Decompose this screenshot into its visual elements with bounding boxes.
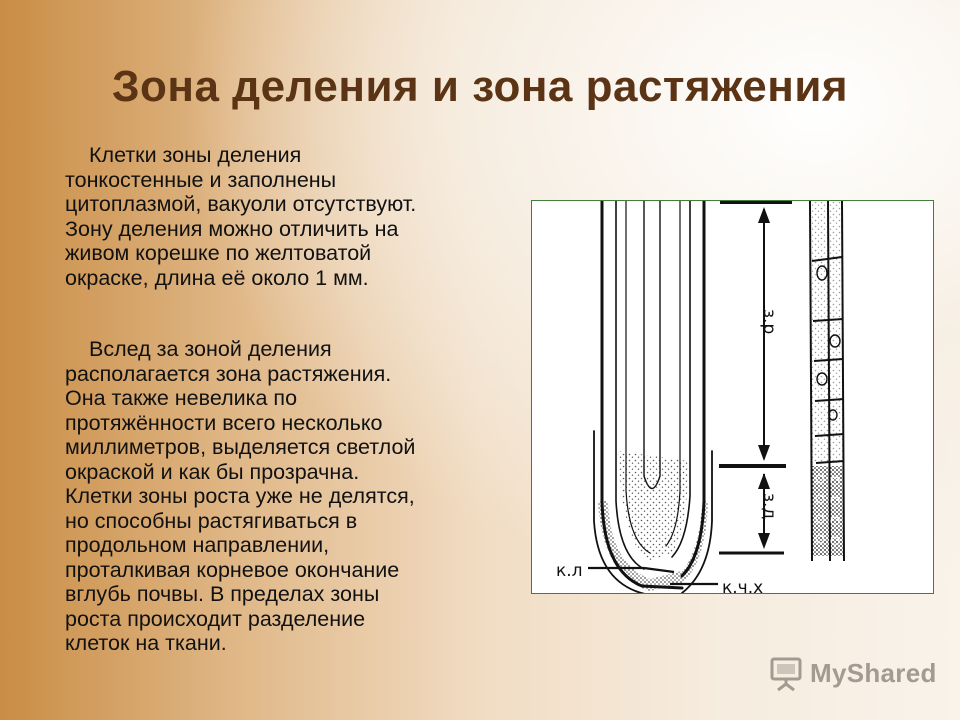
- text-line: Зону деления можно отличить на: [65, 216, 399, 241]
- cell-stipple: [812, 201, 843, 463]
- text-line: клеток на ткани.: [65, 631, 227, 655]
- text-line: продольном направлении,: [65, 533, 330, 557]
- text-line: но способны растягиваться в: [65, 508, 358, 533]
- text-line: миллиметров, выделяется светлой: [65, 435, 416, 459]
- slide-title: Зона деления и зона растяжения: [111, 62, 849, 111]
- text-line: Клетки зоны деления: [89, 143, 302, 167]
- text-line: окраской и как бы прозрачна.: [65, 459, 360, 484]
- text-line: вглубь почвы. В пределах зоны: [65, 582, 380, 606]
- arrow-down-icon: [758, 533, 770, 549]
- text-line: Вслед за зоной деления: [89, 337, 332, 361]
- paragraph-stretch-zone: [65, 337, 525, 656]
- text-line: роста происходит разделение: [65, 606, 366, 631]
- text-line: цитоплазмой, вакуоли отсутствуют.: [65, 192, 417, 216]
- text-line: располагается зона растяжения.: [65, 361, 392, 386]
- label-stretch-zone: з.р: [759, 309, 779, 335]
- watermark-text: MyShared: [810, 658, 937, 688]
- text-line: живом корешке по желтоватой: [65, 241, 372, 265]
- label-root-tip: к.ч.х: [722, 578, 764, 595]
- arrow-up-icon: [758, 473, 770, 489]
- watermark: [766, 654, 936, 694]
- root-diagram: [531, 200, 934, 594]
- text-line: протяжённости всего несколько: [65, 410, 383, 435]
- zone-markers: [719, 202, 792, 553]
- paragraph-division-zone: [65, 143, 525, 290]
- root-diagram-drawing: [532, 201, 934, 594]
- text-line: Клетки зоны роста уже не делятся,: [65, 484, 415, 508]
- label-division-zone: з.д: [759, 493, 779, 520]
- label-root-cap: к.л: [556, 561, 583, 581]
- text-line: Она также невелика по: [65, 386, 298, 410]
- text-line: проталкивая корневое окончание: [65, 557, 400, 582]
- arrow-down-icon: [758, 445, 770, 461]
- text-line: тонкостенные и заполнены: [65, 167, 337, 192]
- text-line: окраске, длина её около 1 мм.: [65, 265, 369, 290]
- presentation-board-icon: [766, 656, 806, 696]
- arrow-up-icon: [758, 207, 770, 223]
- meristem-stipple: [618, 451, 688, 561]
